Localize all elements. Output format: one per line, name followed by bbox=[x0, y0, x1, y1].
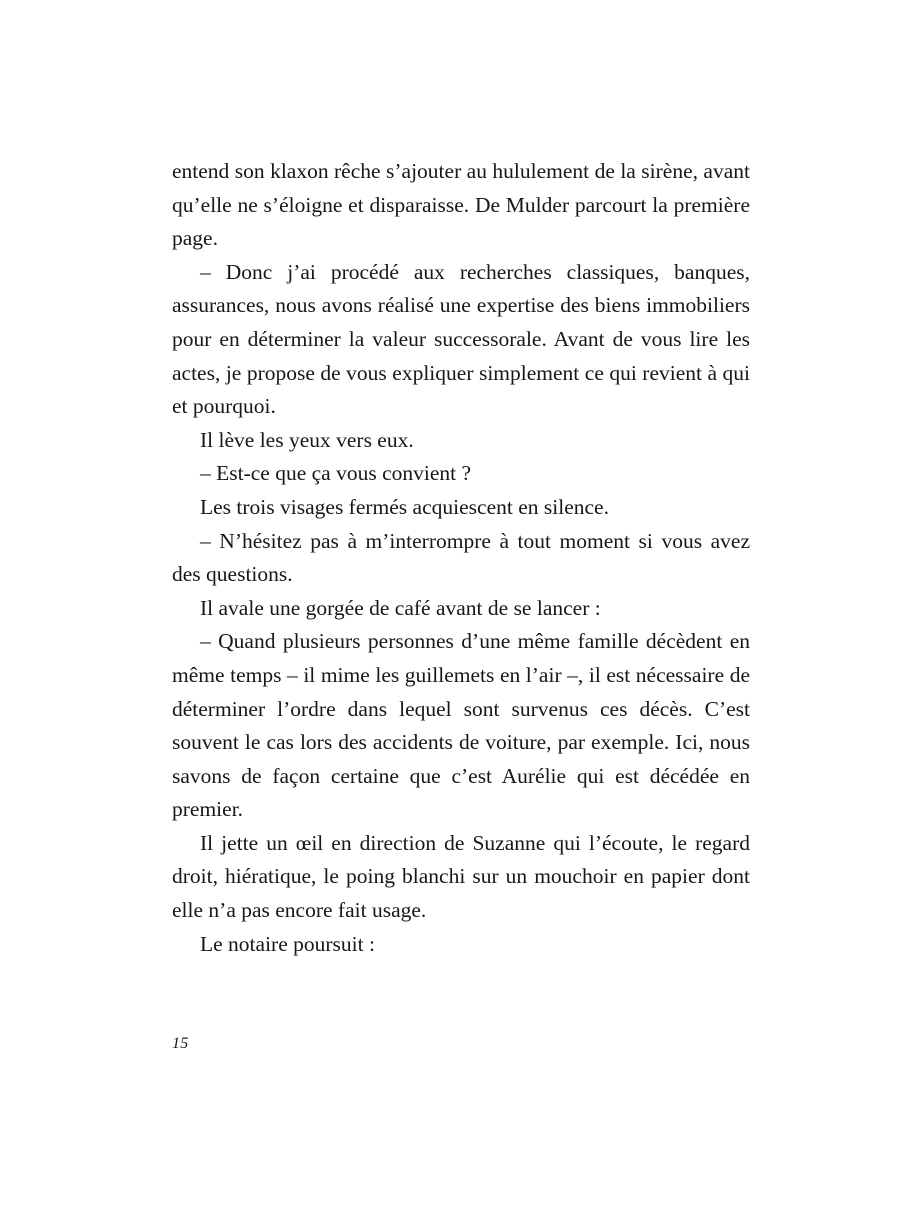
paragraph: Le notaire poursuit : bbox=[200, 931, 375, 956]
paragraph: entend son klaxon rêche s’ajouter au hululement de la sirène, avant qu’elle ne s’éloigne et disparaisse. De Mulder parcourt la première page. bbox=[172, 159, 750, 251]
paragraph: Il lève les yeux vers eux. bbox=[200, 427, 414, 452]
paragraph: Il jette un œil en direction de Suzanne qui l’écoute, le regard droit, hiératique, le poing blanchi sur un mouchoir en papier dont elle n’a pas encore fait usage. bbox=[172, 830, 750, 923]
paragraph: – N’hésitez pas à m’interrompre à tout moment si vous avez des questions. bbox=[172, 528, 750, 587]
paragraph: – Donc j’ai procédé aux recherches classiques, banques, assurances, nous avons réalisé une expertise des biens immobiliers pour en déterminer la valeur successorale. Avant de vous lire les actes, je propose de vous expliquer simplement ce qui revient à qui et pourquoi. bbox=[172, 259, 750, 419]
page-number: 15 bbox=[172, 1035, 189, 1052]
paragraph: Il avale une gorgée de café avant de se lancer : bbox=[200, 595, 601, 620]
body-text-column bbox=[172, 155, 750, 961]
paragraph: – Est-ce que ça vous convient ? bbox=[200, 461, 472, 486]
paragraph: – Quand plusieurs personnes d’une même famille décèdent en même temps – il mime les guillemets en l’air –, il est nécessaire de déterminer l’ordre dans lequel sont survenus ces décès. C’est souvent le cas lors des accidents de voiture, par exemple. Ici, nous savons de façon certaine que c’est Aurélie qui est décédée en premier. bbox=[172, 629, 750, 822]
paragraph: Les trois visages fermés acquiescent en silence. bbox=[200, 494, 609, 519]
